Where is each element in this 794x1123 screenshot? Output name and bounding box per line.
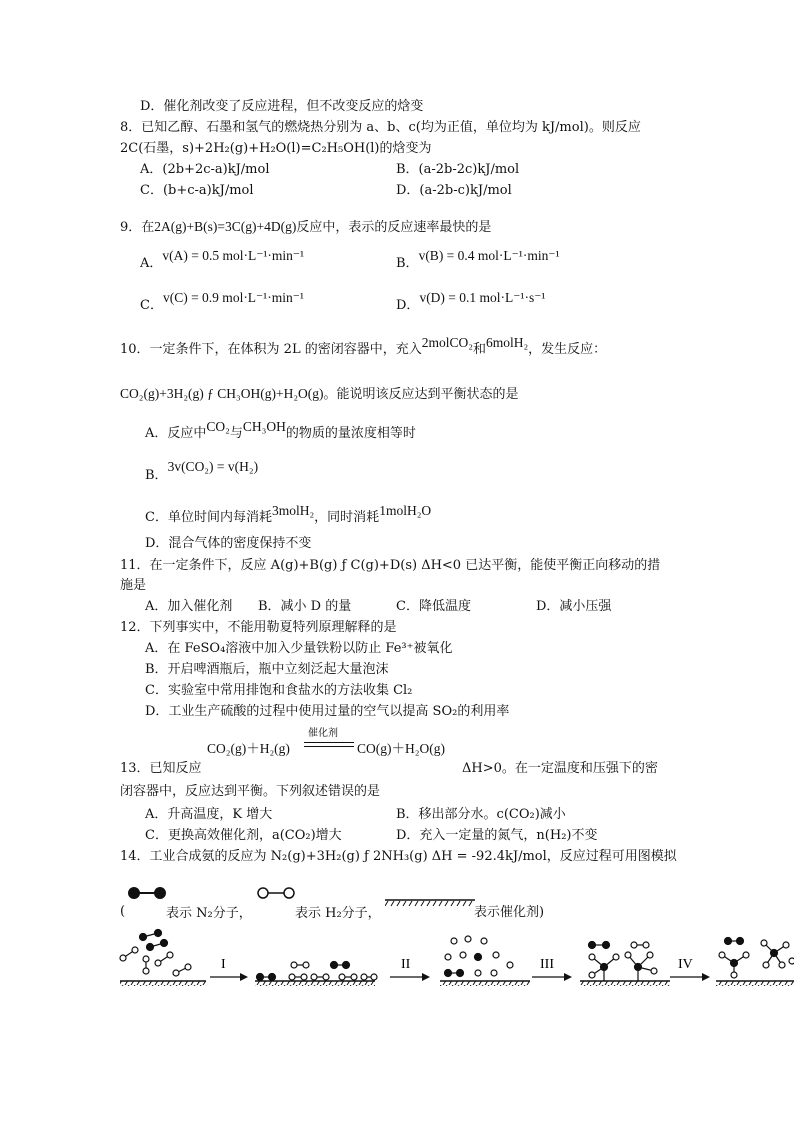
q8-option-c: C．(b+c-a)kJ/mol xyxy=(140,183,254,198)
n2-molecule-icon xyxy=(127,885,167,901)
step-label-3: III xyxy=(540,957,554,972)
step-arrow-1 xyxy=(210,957,248,981)
q8-option-a: A．(2b+2c-a)kJ/mol xyxy=(140,162,270,177)
stage2-molecules xyxy=(257,962,378,981)
q9-option-b: B．v(B) = 0.4 mol·L⁻¹·min⁻¹ xyxy=(396,248,560,271)
q8-option-b: B．(a-2b-2c)kJ/mol xyxy=(396,162,520,177)
q10-equation: CO₂(g)+3H₂(g) ƒ CH₃OH(g)+H₂O(g) xyxy=(120,386,324,401)
q13-option-a: A．升高温度，K 增大 xyxy=(145,807,273,822)
q11-option-c: C．降低温度 xyxy=(396,599,471,614)
q9-option-a: A．v(A) = 0.5 mol·L⁻¹·min⁻¹ xyxy=(140,248,305,271)
stage4-molecules xyxy=(589,942,658,982)
stage3-atoms xyxy=(445,936,514,977)
q9-stem-pre: 9．在 xyxy=(120,220,155,235)
q10-option-a: A．反应中CO₂与CH₃OH的物质的量浓度相等时 xyxy=(145,419,416,441)
q11-option-b: B．减小 D 的量 xyxy=(258,599,352,614)
h2-molecule-icon xyxy=(256,886,296,900)
q13-stem-line2: 闭容器中，反应达到平衡。下列叙述错误的是 xyxy=(120,784,381,799)
ammonia-synthesis-process-diagram xyxy=(118,925,794,995)
q8-stem-line1: 8．已知乙醇、石墨和氢气的燃烧热分别为 a、b、c(均为正值，单位均为 kJ/mol)。则反应 xyxy=(120,120,641,135)
q10-stem-line1: 10．一定条件下，在体积为 2L 的密闭容器中，充入2molCO₂和6molH₂，发生反应： xyxy=(120,335,607,357)
q10-option-b: B．3v(CO₂) = v(H₂) xyxy=(145,459,259,483)
q13-equation-right: CO(g)＋H₂O(g) xyxy=(357,741,445,756)
q12-option-b: B．开启啤酒瓶后，瓶中立刻泛起大量泡沫 xyxy=(145,662,389,677)
q12-option-c: C．实验室中常用排饱和食盐水的方法收集 Cl₂ xyxy=(145,683,413,698)
q11-stem-line1: 11．在一定条件下，反应 A(g)+B(g) ƒ C(g)+D(s) ΔH<0 已达平衡，能使平衡正向移动的措 xyxy=(120,558,661,573)
q10-option-d: D．混合气体的密度保持不变 xyxy=(145,536,312,551)
q8-stem-line2: 2C(石墨，s)+2H₂(g)+H₂O(l)=C₂H₅OH(l)的焓变为 xyxy=(120,141,432,156)
q11-option-d: D．减小压强 xyxy=(536,599,612,614)
q14-stem: 14．工业合成氨的反应为 N₂(g)+3H₂(g) ƒ 2NH₃(g) ΔH = -92.4kJ/mol，反应过程可用图模拟 xyxy=(120,849,677,864)
q13-catalyst-label: 催化剂 xyxy=(308,728,338,739)
stage5-molecules xyxy=(719,938,794,979)
q14-legend-catalyst: 表示催化剂) xyxy=(474,905,545,920)
q13-option-d: D．充入一定量的氮气，n(H₂)不变 xyxy=(396,828,598,843)
q9-option-c: C．v(C) = 0.9 mol·L⁻¹·min⁻¹ xyxy=(140,290,304,313)
q12-option-d: D．工业生产硫酸的过程中使用过量的空气以提高 SO₂的利用率 xyxy=(145,704,510,719)
step-label-1: I xyxy=(221,957,226,972)
q10-co2-amount: 2molCO₂ xyxy=(421,335,473,350)
catalyst-surfaces xyxy=(120,981,794,986)
q14-legend-h2: 表示 H₂分子， xyxy=(295,906,381,921)
q10-h2-amount: 6molH₂ xyxy=(485,335,529,350)
q9-equation: 2A(g)+B(s)=3C(g)+4D(g) xyxy=(154,219,297,234)
q10-stem-line2: CO₂(g)+3H₂(g) ƒ CH₃OH(g)+H₂O(g)。能说明该反应达到平衡状态的是 xyxy=(120,386,519,402)
q13-stem-post: ΔH>0。在一定温度和压强下的密 xyxy=(462,761,658,776)
step-arrow-3 xyxy=(532,957,572,981)
q9-option-d: D．v(D) = 0.1 mol·L⁻¹·s⁻¹ xyxy=(396,290,546,313)
stage1-molecules xyxy=(120,930,191,977)
q13-stem-pre: 13．已知反应 xyxy=(120,761,202,776)
q10-option-c: C．单位时间内每消耗3molH₂，同时消耗1molH₂O xyxy=(145,503,432,525)
q13-option-c: C．更换高效催化剂，a(CO₂)增大 xyxy=(145,828,342,843)
q13-equation-left: CO₂(g)＋H₂(g) xyxy=(207,741,290,756)
step-label-4: IV xyxy=(678,957,693,972)
q11-stem-line2: 施是 xyxy=(120,578,147,593)
q12-stem: 12．下列事实中，不能用勒夏特列原理解释的是 xyxy=(120,620,397,635)
q13-equals-arrow xyxy=(304,742,354,747)
q14-legend-n2: 表示 N₂分子， xyxy=(166,906,252,921)
step-arrow-4 xyxy=(670,957,710,981)
q12-option-a: A．在 FeSO₄溶液中加入少量铁粉以防止 Fe³⁺被氧化 xyxy=(145,641,453,656)
q13-option-b: B．移出部分水。c(CO₂)减小 xyxy=(396,807,566,822)
q11-option-a: A．加入催化剂 xyxy=(145,599,233,614)
q14-legend-open: ( xyxy=(120,904,126,919)
step-arrow-2 xyxy=(390,957,430,981)
step-label-2: II xyxy=(401,957,411,972)
catalyst-surface-icon xyxy=(385,898,475,908)
q7-option-d: D．催化剂改变了反应进程，但不改变反应的焓变 xyxy=(140,99,424,114)
q9-stem-post: 反应中，表示的反应速率最快的是 xyxy=(296,220,492,235)
q8-option-d: D．(a-2b-c)kJ/mol xyxy=(396,183,512,198)
q9-stem xyxy=(120,218,491,237)
